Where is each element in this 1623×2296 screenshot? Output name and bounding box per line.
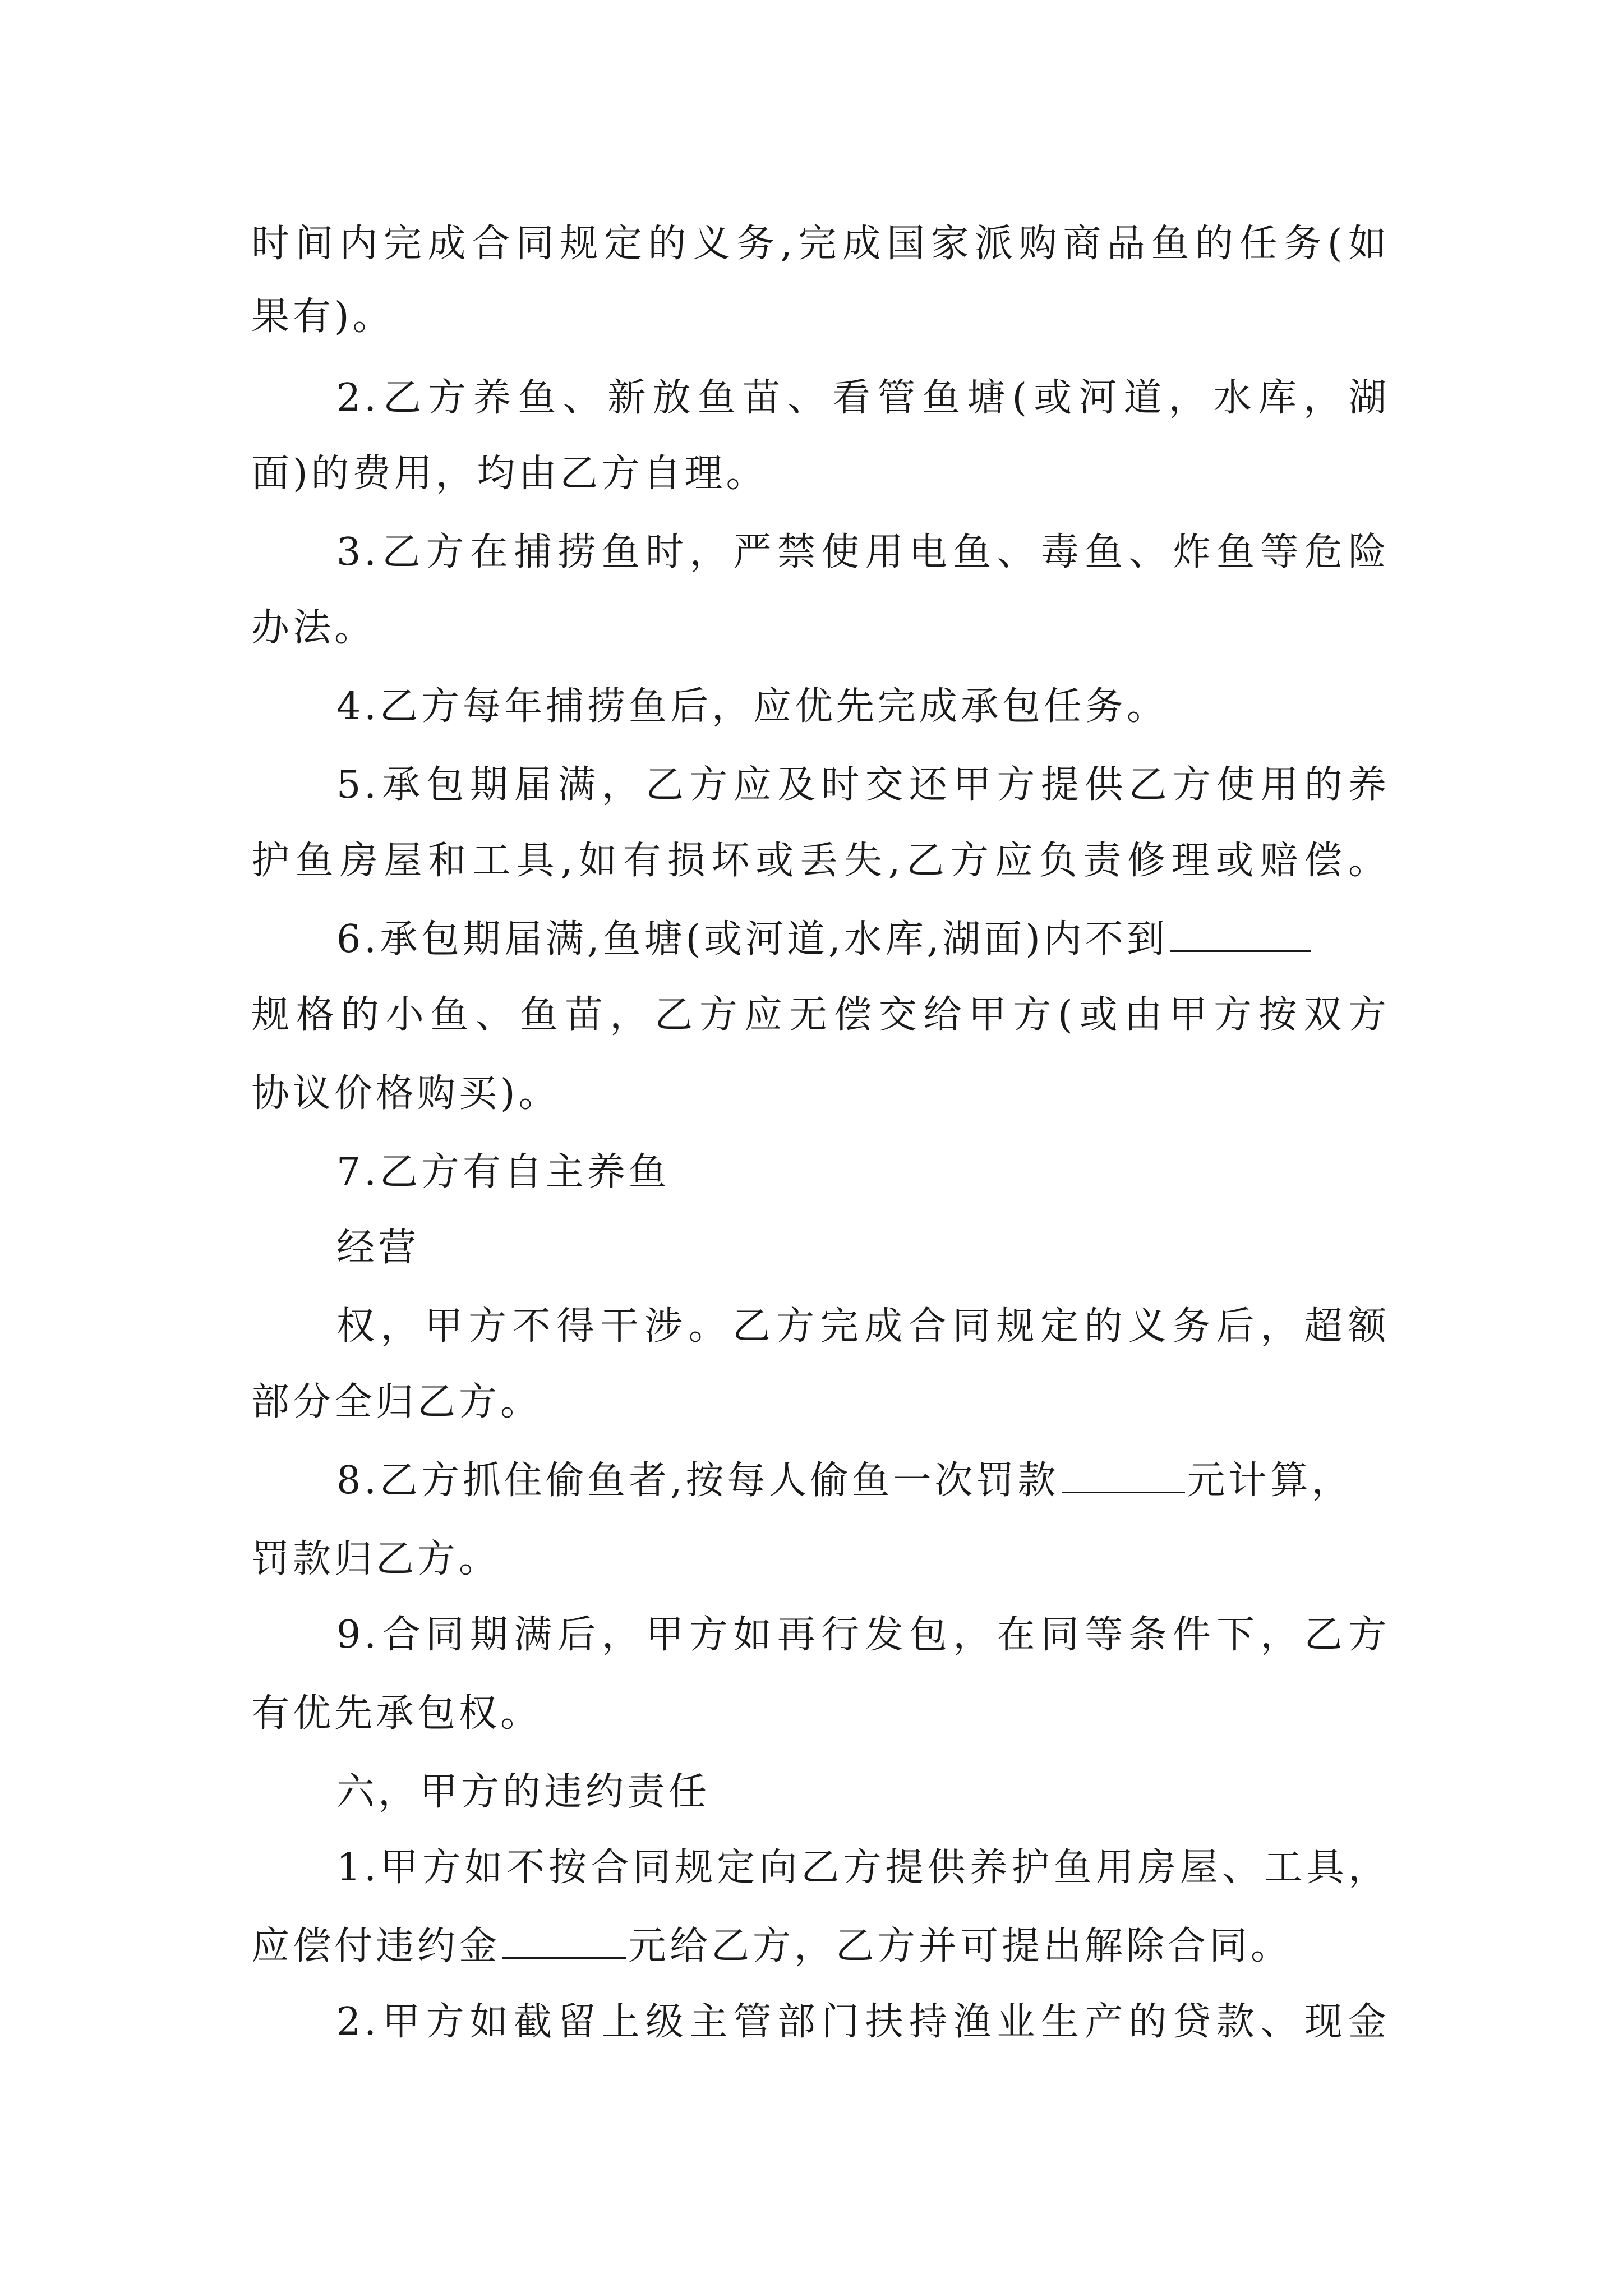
text-line: 有优先承包权。	[251, 1691, 542, 1736]
text-line: 4.乙方每年捕捞鱼后，应优先完成承包任务。	[336, 684, 1168, 729]
text-line: 3.乙方在捕捞鱼时，严禁使用电鱼、毒鱼、炸鱼等危险	[336, 530, 1390, 574]
text-line: 时间内完成合同规定的义务,完成国家派购商品鱼的任务(如	[251, 222, 1390, 266]
text-line: 办法。	[251, 606, 376, 650]
line-text: 元计算，	[1187, 1458, 1353, 1503]
fill-in-blank[interactable]	[1062, 1457, 1185, 1493]
text-line: 规格的小鱼、鱼苗，乙方应无偿交给甲方(或由甲方按双方	[251, 993, 1390, 1037]
text-line: 权，甲方不得干涉。乙方完成合同规定的义务后，超额	[336, 1304, 1390, 1349]
line-text: 元给乙方，乙方并可提出解除合同。	[628, 1924, 1293, 1968]
text-line	[336, 914, 1313, 965]
text-line: 5.承包期届满，乙方应及时交还甲方提供乙方使用的养	[336, 763, 1390, 807]
fill-in-blank[interactable]	[502, 1922, 626, 1959]
section-heading: 六，甲方的违约责任	[336, 1770, 711, 1814]
text-line: 部分全归乙方。	[251, 1380, 542, 1424]
text-line: 护鱼房屋和工具,如有损坏或丢失,乙方应负责修理或赔偿。	[251, 839, 1390, 883]
text-line	[251, 1921, 1390, 1972]
line-text: 8.乙方抓住偷鱼者,按每人偷鱼一次罚款	[336, 1458, 1059, 1503]
text-line: 果有)。	[251, 295, 394, 339]
fill-in-blank[interactable]	[1170, 915, 1311, 952]
text-line: 9.合同期满后，甲方如再行发包，在同等条件下，乙方	[336, 1613, 1390, 1657]
text-line: 协议价格购买)。	[251, 1071, 560, 1116]
text-line	[336, 1456, 1353, 1506]
text-line: 2.甲方如截留上级主管部门扶持渔业生产的贷款、现金	[336, 2000, 1390, 2044]
text-line: 罚款归乙方。	[251, 1537, 501, 1581]
text-line: 7.乙方有自主养鱼	[336, 1150, 670, 1194]
line-text: 6.承包期届满,鱼塘(或河道,水库,湖面)内不到	[336, 917, 1168, 961]
text-line: 1.甲方如不按合同规定向乙方提供养护鱼用房屋、工具，	[336, 1846, 1390, 1890]
line-text: 应偿付违约金	[251, 1924, 501, 1968]
text-line: 经营	[336, 1226, 420, 1270]
text-line: 2.乙方养鱼、新放鱼苗、看管鱼塘(或河道，水库，湖	[336, 376, 1390, 420]
text-line: 面)的费用，均由乙方自理。	[251, 452, 768, 496]
